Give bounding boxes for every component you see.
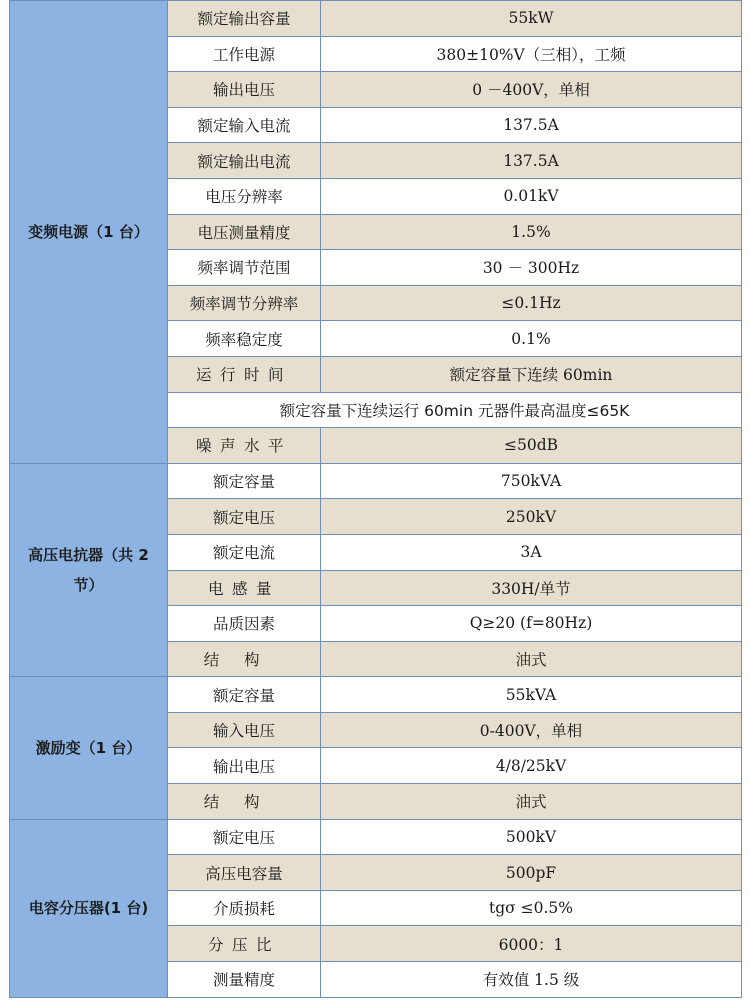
param-label: 额定电流 bbox=[168, 534, 321, 570]
param-value: 500kV bbox=[321, 819, 742, 855]
param-value: 额定容量下连续 60min bbox=[321, 356, 742, 392]
param-value: Q≥20 (f=80Hz) bbox=[321, 606, 742, 642]
param-value: 380±10%V（三相），工频 bbox=[321, 36, 742, 72]
param-value: 有效值 1.5 级 bbox=[321, 962, 742, 998]
temperature-note: 额定容量下连续运行 60min 元器件最高温度≤65K bbox=[168, 392, 742, 428]
param-label: 运行时间 bbox=[168, 356, 321, 392]
param-value: ≤0.1Hz bbox=[321, 285, 742, 321]
param-label: 输入电压 bbox=[168, 712, 321, 748]
param-label: 输出电压 bbox=[168, 72, 321, 108]
param-label: 品质因素 bbox=[168, 606, 321, 642]
param-label: 额定电压 bbox=[168, 499, 321, 535]
spec-table bbox=[9, 0, 742, 998]
table-row bbox=[10, 1, 742, 37]
param-value: 137.5A bbox=[321, 143, 742, 179]
param-value: 0.1% bbox=[321, 321, 742, 357]
param-value: 55kW bbox=[321, 1, 742, 37]
param-value: tgσ ≤0.5% bbox=[321, 890, 742, 926]
param-label: 电感量 bbox=[168, 570, 321, 606]
param-value: 137.5A bbox=[321, 107, 742, 143]
param-label: 结构 bbox=[168, 784, 321, 820]
param-label: 介质损耗 bbox=[168, 890, 321, 926]
param-value: 55kVA bbox=[321, 677, 742, 713]
table-row bbox=[10, 677, 742, 713]
param-value: 0-400V，单相 bbox=[321, 712, 742, 748]
param-label: 电压测量精度 bbox=[168, 214, 321, 250]
param-value: 500pF bbox=[321, 855, 742, 891]
param-label: 额定容量 bbox=[168, 463, 321, 499]
param-label: 额定容量 bbox=[168, 677, 321, 713]
param-label: 工作电源 bbox=[168, 36, 321, 72]
param-label: 噪声水平 bbox=[168, 428, 321, 464]
param-label: 频率调节分辨率 bbox=[168, 285, 321, 321]
param-value: 330H/单节 bbox=[321, 570, 742, 606]
param-label: 额定输出电流 bbox=[168, 143, 321, 179]
group-label-power-supply: 变频电源（1 台） bbox=[10, 1, 168, 464]
param-label: 频率调节范围 bbox=[168, 250, 321, 286]
param-label: 频率稳定度 bbox=[168, 321, 321, 357]
group-label-capacitive-divider: 电容分压器(1 台) bbox=[10, 819, 168, 997]
param-value: 6000：1 bbox=[321, 926, 742, 962]
param-value: 250kV bbox=[321, 499, 742, 535]
param-value: 0.01kV bbox=[321, 178, 742, 214]
group-label-reactor: 高压电抗器（共 2 节） bbox=[10, 463, 168, 677]
param-label: 分压比 bbox=[168, 926, 321, 962]
param-value: 3A bbox=[321, 534, 742, 570]
param-label: 输出电压 bbox=[168, 748, 321, 784]
table-row bbox=[10, 819, 742, 855]
param-label: 额定输出容量 bbox=[168, 1, 321, 37]
param-value: 4/8/25kV bbox=[321, 748, 742, 784]
param-value: ≤50dB bbox=[321, 428, 742, 464]
param-value: 油式 bbox=[321, 641, 742, 677]
group-label-exciter: 激励变（1 台） bbox=[10, 677, 168, 819]
param-value: 0 －400V，单相 bbox=[321, 72, 742, 108]
param-label: 高压电容量 bbox=[168, 855, 321, 891]
param-label: 测量精度 bbox=[168, 962, 321, 998]
param-label: 额定电压 bbox=[168, 819, 321, 855]
param-label: 结构 bbox=[168, 641, 321, 677]
param-value: 1.5% bbox=[321, 214, 742, 250]
param-label: 额定输入电流 bbox=[168, 107, 321, 143]
table-row bbox=[10, 463, 742, 499]
param-value: 油式 bbox=[321, 784, 742, 820]
param-value: 750kVA bbox=[321, 463, 742, 499]
param-label: 电压分辨率 bbox=[168, 178, 321, 214]
param-value: 30 － 300Hz bbox=[321, 250, 742, 286]
